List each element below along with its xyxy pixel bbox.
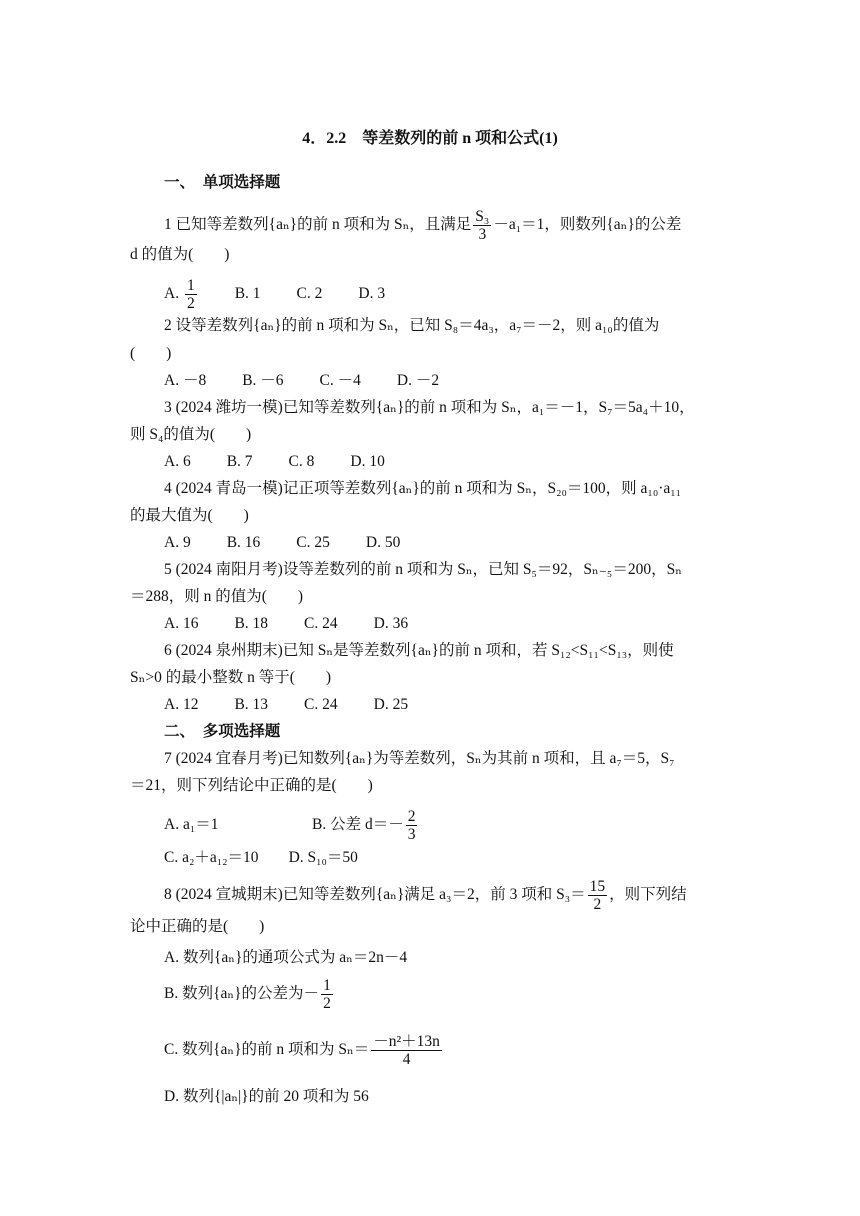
q1-option-d: D. 3: [358, 285, 386, 303]
q8-option-a: A. 数列{aₙ}的通项公式为 aₙ＝2n－4: [164, 949, 408, 966]
fraction-s3-over-3: $\frac{\text{S₃}}{3}$: [475, 208, 490, 243]
question-2-line-1: 2 设等差数列{aₙ}的前 n 项和为 Sₙ，已知 S₈＝4a₃，a₇＝－2，则 a₁₀的值为: [164, 317, 660, 334]
question-5-line-2: ＝288，则 n 的值为( ): [130, 588, 304, 605]
question-4-options: [164, 532, 400, 554]
q8-option-d: D. 数列{|aₙ|}的前 20 项和为 56: [164, 1088, 369, 1105]
question-4-line-2: 的最大值为( ): [130, 507, 249, 524]
fraction-one-half: $\frac{1}{2}$: [186, 277, 195, 312]
question-5-line-1: 5 (2024 南阳月考)设等差数列的前 n 项和为 Sₙ，已知 S₅＝92，Sₙ₋₅＝200，Sₙ: [164, 561, 682, 578]
q6-option-a: A. 12: [164, 696, 199, 713]
q5-option-c: C. 24: [304, 615, 338, 632]
q3-option-d: D. 10: [350, 453, 385, 470]
q2-option-c: C. －4: [319, 372, 361, 389]
q7-option-a: A. a₁＝1: [164, 816, 219, 834]
section-multiple-choice: 二、 多项选择题: [164, 723, 281, 740]
question-6-line-1: 6 (2024 泉州期末)已知 Sₙ是等差数列{aₙ}的前 n 项和，若 S₁₂<S₁₁<S₁₃，则使: [164, 642, 674, 659]
q8-option-c-row: [164, 1033, 444, 1068]
q4-option-a: A. 9: [164, 534, 191, 551]
q1-option-b: B. 1: [234, 285, 261, 303]
q6-option-d: D. 25: [373, 696, 409, 713]
q4-option-b: B. 16: [226, 534, 261, 551]
question-1-options: [164, 277, 385, 312]
q1-text-a: 1 已知等差数列{aₙ}的前 n 项和为 Sₙ，且满足: [164, 216, 472, 234]
q4-option-d: D. 50: [365, 534, 401, 551]
fraction-two-thirds: $\frac{2}{3}$: [407, 808, 416, 843]
question-6-options: [164, 694, 408, 716]
q8-option-b-row: [164, 977, 335, 1012]
q5-option-a: A. 16: [164, 615, 199, 632]
question-3-line-2: 则 S₄的值为( ): [130, 426, 252, 443]
q2-option-d: D. －2: [396, 372, 440, 389]
q4-option-c: C. 25: [296, 534, 330, 551]
fraction-fifteen-halves: $\frac{15}{2}$: [589, 878, 606, 913]
question-1-line-1: [164, 208, 681, 243]
q1-option-a: A.: [164, 285, 183, 303]
question-2-options: [164, 370, 439, 392]
question-4-line-1: 4 (2024 青岛一模)记正项等差数列{aₙ}的前 n 项和为 Sₙ，S₂₀＝100，则 a₁₀·a₁₁: [164, 480, 682, 497]
question-3-line-1: 3 (2024 潍坊一模)已知等差数列{aₙ}的前 n 项和为 Sₙ，a₁＝－1，S₇＝5a₄＋10，: [164, 399, 695, 416]
q7-option-b: B. 公差 d＝－: [312, 816, 404, 834]
q1-option-c: C. 2: [296, 285, 323, 303]
question-8-line-2: 论中正确的是( ): [130, 918, 265, 935]
q5-option-b: B. 18: [234, 615, 269, 632]
fraction-one-half-b: $\frac{1}{2}$: [323, 977, 331, 1012]
page-title: 4．2.2 等差数列的前 n 项和公式(1): [302, 130, 558, 147]
question-7-options-row-2: [164, 847, 358, 869]
section-single-choice: 一、 单项选择题: [164, 174, 281, 191]
q7-option-d: D. S₁₀＝50: [288, 849, 358, 866]
q8-option-b: B. 数列{aₙ}的公差为－: [164, 985, 320, 1003]
q5-option-d: D. 36: [373, 615, 409, 632]
question-7-line-1: 7 (2024 宜春月考)已知数列{aₙ}为等差数列，Sₙ为其前 n 项和，且 a₇＝5，S₇: [164, 750, 675, 767]
q8-option-c: C. 数列{aₙ}的前 n 项和为 Sₙ＝: [164, 1041, 370, 1059]
q8-text-a2: ，则下列结: [609, 886, 687, 904]
q8-text-a: 8 (2024 宣城期末)已知等差数列{aₙ}满足 a₃＝2，前 3 项和 S₃＝: [164, 886, 586, 904]
q2-option-b: B. －6: [242, 372, 284, 389]
question-3-options: [164, 451, 385, 473]
q3-option-a: A. 6: [164, 453, 191, 470]
q6-option-c: C. 24: [304, 696, 338, 713]
question-1-line-2: d 的值为( ): [130, 246, 230, 263]
question-8-line-1: [164, 878, 687, 913]
question-5-options: [164, 613, 408, 635]
question-7-line-2: ＝21，则下列结论中正确的是( ): [130, 777, 373, 794]
question-2-line-2: ( ): [130, 345, 172, 362]
fraction-sn-formula: $\frac{\text{－n²＋13n}}{4}$: [373, 1033, 440, 1068]
question-6-line-2: Sₙ>0 的最小整数 n 等于( ): [130, 669, 332, 686]
q3-option-b: B. 7: [226, 453, 253, 470]
q3-option-c: C. 8: [288, 453, 315, 470]
q1-text-b: －a₁＝1，则数列{aₙ}的公差: [493, 216, 682, 234]
q2-option-a: A. －8: [164, 372, 207, 389]
q6-option-b: B. 13: [234, 696, 269, 713]
question-7-options-row-1: [164, 808, 419, 843]
q7-option-c: C. a₂＋a₁₂＝10: [164, 849, 259, 866]
